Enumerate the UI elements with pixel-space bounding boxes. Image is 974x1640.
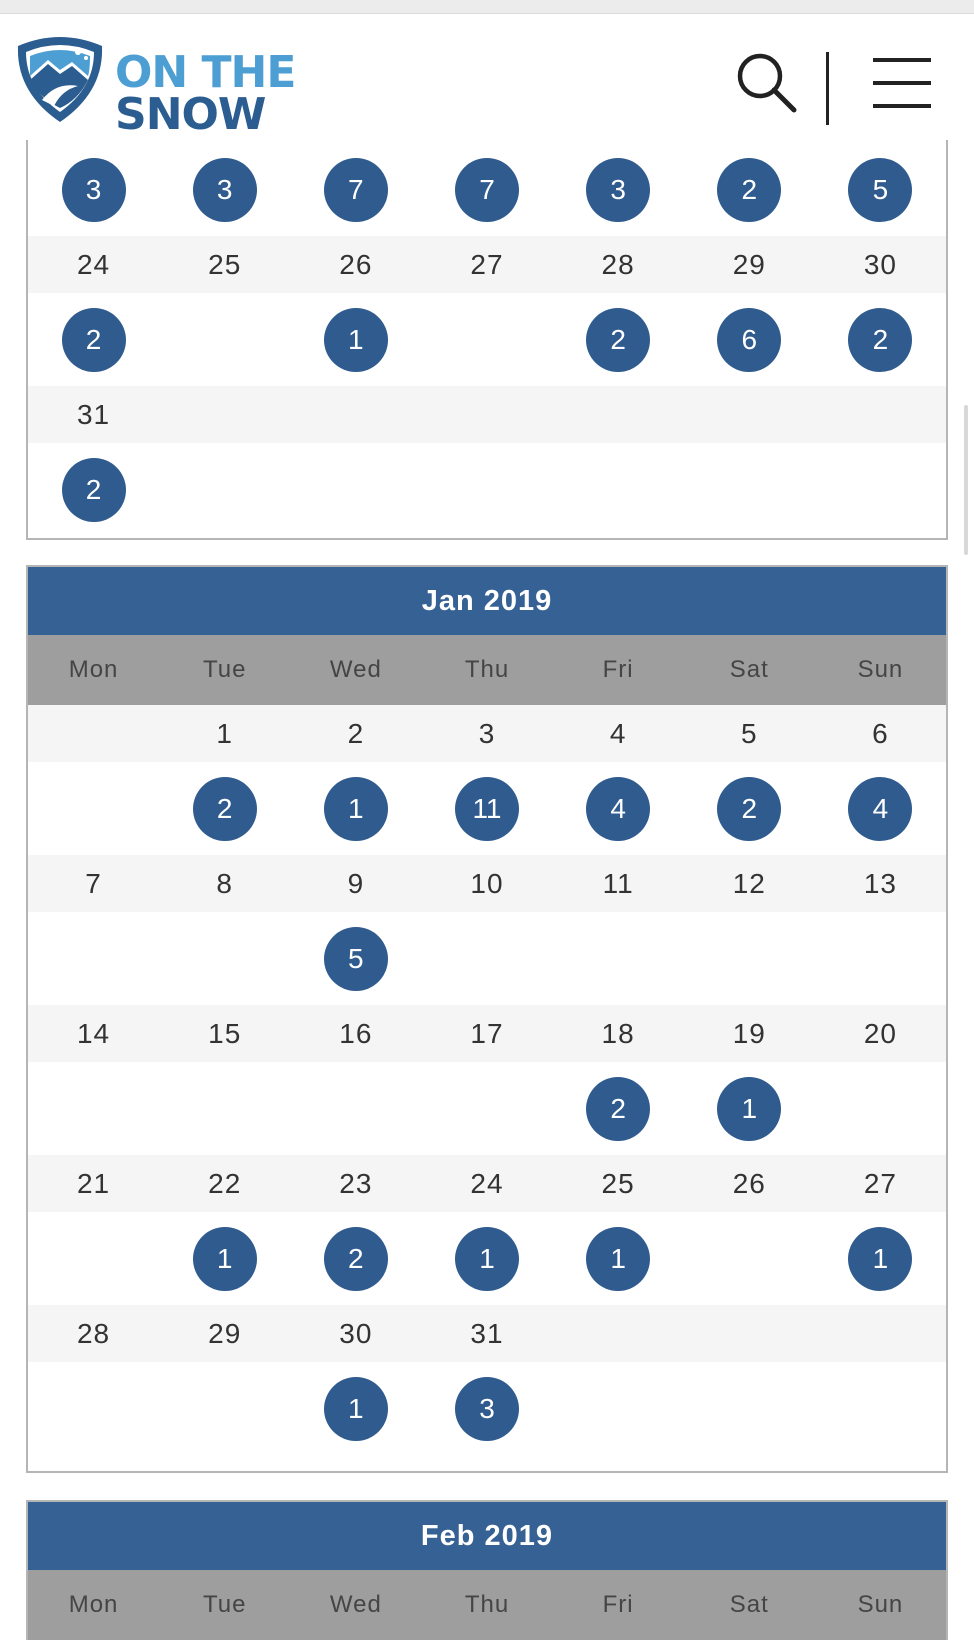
- report-count-badge[interactable]: 1: [586, 1227, 650, 1291]
- report-count-badge[interactable]: 2: [717, 777, 781, 841]
- report-count-badge[interactable]: 5: [848, 158, 912, 222]
- date-number: 22: [208, 1168, 242, 1199]
- day-cell: [815, 293, 946, 386]
- date-number: 11: [602, 868, 634, 899]
- date-number: 26: [732, 1168, 766, 1199]
- report-count-badge[interactable]: 7: [324, 158, 388, 222]
- date-row: [28, 1155, 946, 1212]
- day-cell: [553, 443, 684, 536]
- date-row: [28, 1005, 946, 1062]
- calendar-jan-2019: [26, 565, 948, 1473]
- report-count-badge[interactable]: 1: [324, 777, 388, 841]
- date-number: 12: [732, 868, 766, 899]
- day-cell: [421, 293, 552, 386]
- day-cell: [28, 143, 159, 236]
- report-count-badge[interactable]: 4: [586, 777, 650, 841]
- date-number: [159, 386, 290, 443]
- date-number: [684, 386, 815, 443]
- date-row: [28, 236, 946, 293]
- date-number: 4: [609, 718, 627, 749]
- day-cell: [684, 1212, 815, 1305]
- date-row: [28, 1305, 946, 1362]
- calendar-body: [28, 122, 946, 536]
- date-number: [28, 705, 159, 762]
- date-number: 28: [601, 249, 635, 280]
- day-cell: [421, 1212, 552, 1305]
- weekday-label: Wed: [329, 1591, 382, 1618]
- weekday-label: Sat: [729, 1591, 769, 1618]
- report-count-badge[interactable]: 1: [848, 1227, 912, 1291]
- logo-line-2: SNOW: [115, 89, 266, 140]
- calendar-feb-2019: [26, 1500, 948, 1640]
- day-cell: [815, 762, 946, 855]
- day-cell: [684, 293, 815, 386]
- date-number: 13: [863, 868, 897, 899]
- day-cell: [684, 762, 815, 855]
- day-cell: [815, 1062, 946, 1155]
- page-scrollbar[interactable]: [964, 405, 968, 555]
- day-cell: [421, 1062, 552, 1155]
- day-cell: [290, 1062, 421, 1155]
- day-cell: [28, 912, 159, 1005]
- logo-line-1: ON THE: [115, 47, 296, 98]
- report-count-badge[interactable]: 3: [193, 158, 257, 222]
- date-number: 19: [732, 1018, 766, 1049]
- day-cell: [290, 443, 421, 536]
- day-cell: [159, 912, 290, 1005]
- day-cell: [684, 1062, 815, 1155]
- date-number: 20: [863, 1018, 897, 1049]
- day-cell: [159, 143, 290, 236]
- date-number: 30: [863, 249, 897, 280]
- report-count-badge[interactable]: 2: [848, 308, 912, 372]
- report-count-badge[interactable]: 2: [586, 1077, 650, 1141]
- weekday-label: Mon: [68, 656, 119, 683]
- day-cell: [159, 1362, 290, 1455]
- weekday-label: Sat: [729, 656, 769, 683]
- calendar-title: Feb 2019: [28, 1502, 946, 1570]
- report-count-badge[interactable]: 1: [455, 1227, 519, 1291]
- day-cell: [421, 143, 552, 236]
- day-cell: [28, 762, 159, 855]
- day-cell: [553, 1362, 684, 1455]
- weekday-label: Tue: [202, 656, 247, 683]
- weekday-label: Fri: [602, 656, 634, 683]
- date-number: 30: [339, 1318, 373, 1349]
- day-cell: [290, 293, 421, 386]
- date-number: 8: [216, 868, 233, 899]
- date-number: 3: [478, 718, 496, 749]
- report-count-row: [28, 443, 946, 536]
- header-divider: [826, 52, 829, 125]
- date-number: 25: [601, 1168, 635, 1199]
- day-cell: [28, 1212, 159, 1305]
- report-count-row: [28, 1212, 946, 1305]
- report-count-row: [28, 293, 946, 386]
- logo-wordmark: [115, 47, 296, 140]
- menu-button[interactable]: [873, 58, 933, 114]
- weekday-label: Thu: [464, 1591, 510, 1618]
- day-cell: [815, 443, 946, 536]
- date-number: 2: [347, 718, 365, 749]
- day-cell: [684, 143, 815, 236]
- date-number: [290, 386, 421, 443]
- weekday-header-row: [28, 635, 946, 705]
- report-count-badge[interactable]: 2: [193, 777, 257, 841]
- date-number: [421, 386, 552, 443]
- date-number: [553, 1305, 684, 1362]
- report-count-badge[interactable]: 7: [455, 158, 519, 222]
- day-cell: [421, 762, 552, 855]
- day-cell: [28, 1062, 159, 1155]
- date-number: 18: [601, 1018, 635, 1049]
- weekday-label: Fri: [602, 1591, 634, 1618]
- report-count-badge[interactable]: 3: [62, 158, 126, 222]
- date-number: [684, 1305, 815, 1362]
- day-cell: [290, 762, 421, 855]
- day-cell: [421, 443, 552, 536]
- day-cell: [553, 1212, 684, 1305]
- day-cell: [553, 293, 684, 386]
- report-count-badge[interactable]: 3: [586, 158, 650, 222]
- date-number: 5: [740, 718, 758, 749]
- report-count-badge[interactable]: 5: [324, 927, 388, 991]
- day-cell: [290, 912, 421, 1005]
- date-number: 31: [470, 1318, 504, 1349]
- report-count-badge[interactable]: 2: [324, 1227, 388, 1291]
- day-cell: [421, 1362, 552, 1455]
- day-cell: [553, 1062, 684, 1155]
- report-count-badge[interactable]: 1: [324, 1377, 388, 1441]
- day-cell: [815, 912, 946, 1005]
- date-number: 27: [470, 249, 504, 280]
- weekday-header-row: [28, 1570, 946, 1640]
- calendar-body: [28, 705, 946, 1455]
- report-count-badge[interactable]: 2: [62, 308, 126, 372]
- day-cell: [815, 143, 946, 236]
- date-number: [815, 386, 946, 443]
- weekday-label: Tue: [202, 1591, 247, 1618]
- date-number: 24: [76, 249, 111, 280]
- report-count-row: [28, 1362, 946, 1455]
- mountain-shield-icon: [12, 30, 108, 126]
- day-cell: [684, 443, 815, 536]
- date-number: 16: [339, 1018, 373, 1049]
- date-row: [28, 386, 946, 443]
- site-header: [0, 14, 974, 140]
- date-number: 14: [76, 1018, 111, 1049]
- day-cell: [421, 912, 552, 1005]
- weekday-label: Wed: [329, 656, 382, 683]
- date-row: [28, 705, 946, 762]
- day-cell: [684, 912, 815, 1005]
- day-cell: [159, 293, 290, 386]
- day-cell: [159, 1062, 290, 1155]
- weekday-label: Sun: [857, 656, 904, 683]
- hamburger-menu-icon: [873, 58, 931, 62]
- date-number: 23: [339, 1168, 373, 1199]
- day-cell: [553, 912, 684, 1005]
- day-cell: [28, 1362, 159, 1455]
- weekday-label: Sun: [857, 1591, 904, 1618]
- date-number: [815, 1305, 946, 1362]
- report-count-badge[interactable]: 1: [717, 1077, 781, 1141]
- day-cell: [28, 443, 159, 536]
- browser-top-bar: [0, 0, 974, 14]
- date-number: 28: [76, 1318, 111, 1349]
- date-number: 1: [216, 718, 233, 749]
- date-number: 17: [470, 1018, 504, 1049]
- search-button[interactable]: [736, 52, 798, 114]
- report-count-badge[interactable]: 4: [848, 777, 912, 841]
- day-cell: [553, 143, 684, 236]
- day-cell: [815, 1362, 946, 1455]
- report-count-badge[interactable]: 2: [62, 458, 126, 522]
- report-count-row: [28, 762, 946, 855]
- hamburger-line: [873, 104, 931, 108]
- date-number: 29: [208, 1318, 242, 1349]
- day-cell: [159, 443, 290, 536]
- day-cell: [815, 1212, 946, 1305]
- day-cell: [290, 1362, 421, 1455]
- date-number: 25: [208, 249, 242, 280]
- date-row: [28, 855, 946, 912]
- date-number: 24: [470, 1168, 504, 1199]
- date-number: 9: [347, 868, 365, 899]
- report-count-badge[interactable]: 2: [586, 308, 650, 372]
- weekday-label: Mon: [68, 1591, 119, 1618]
- report-count-badge[interactable]: 1: [324, 308, 388, 372]
- weekday-label: Thu: [464, 656, 510, 683]
- date-number: 31: [76, 399, 111, 430]
- calendar-previous-month: [26, 120, 948, 540]
- date-number: 26: [339, 249, 373, 280]
- report-count-badge[interactable]: 1: [193, 1227, 257, 1291]
- report-count-badge[interactable]: 11: [455, 777, 519, 841]
- day-cell: [684, 1362, 815, 1455]
- date-number: [553, 386, 684, 443]
- report-count-badge[interactable]: 2: [717, 158, 781, 222]
- search-icon: [736, 52, 798, 114]
- calendar-title: Jan 2019: [28, 567, 946, 635]
- report-count-row: [28, 143, 946, 236]
- report-count-row: [28, 1062, 946, 1155]
- date-number: 15: [208, 1018, 242, 1049]
- day-cell: [290, 1212, 421, 1305]
- day-cell: [159, 1212, 290, 1305]
- report-count-row: [28, 912, 946, 1005]
- date-number: 27: [863, 1168, 897, 1199]
- report-count-badge[interactable]: 3: [455, 1377, 519, 1441]
- site-logo[interactable]: [12, 30, 312, 140]
- date-number: 6: [872, 718, 889, 749]
- day-cell: [159, 762, 290, 855]
- report-count-badge[interactable]: 6: [717, 308, 781, 372]
- date-number: 10: [470, 868, 504, 899]
- hamburger-line: [873, 81, 931, 85]
- day-cell: [553, 762, 684, 855]
- day-cell: [290, 143, 421, 236]
- day-cell: [28, 293, 159, 386]
- date-number: 7: [85, 868, 102, 899]
- date-number: 21: [76, 1168, 111, 1199]
- date-number: 29: [732, 249, 766, 280]
